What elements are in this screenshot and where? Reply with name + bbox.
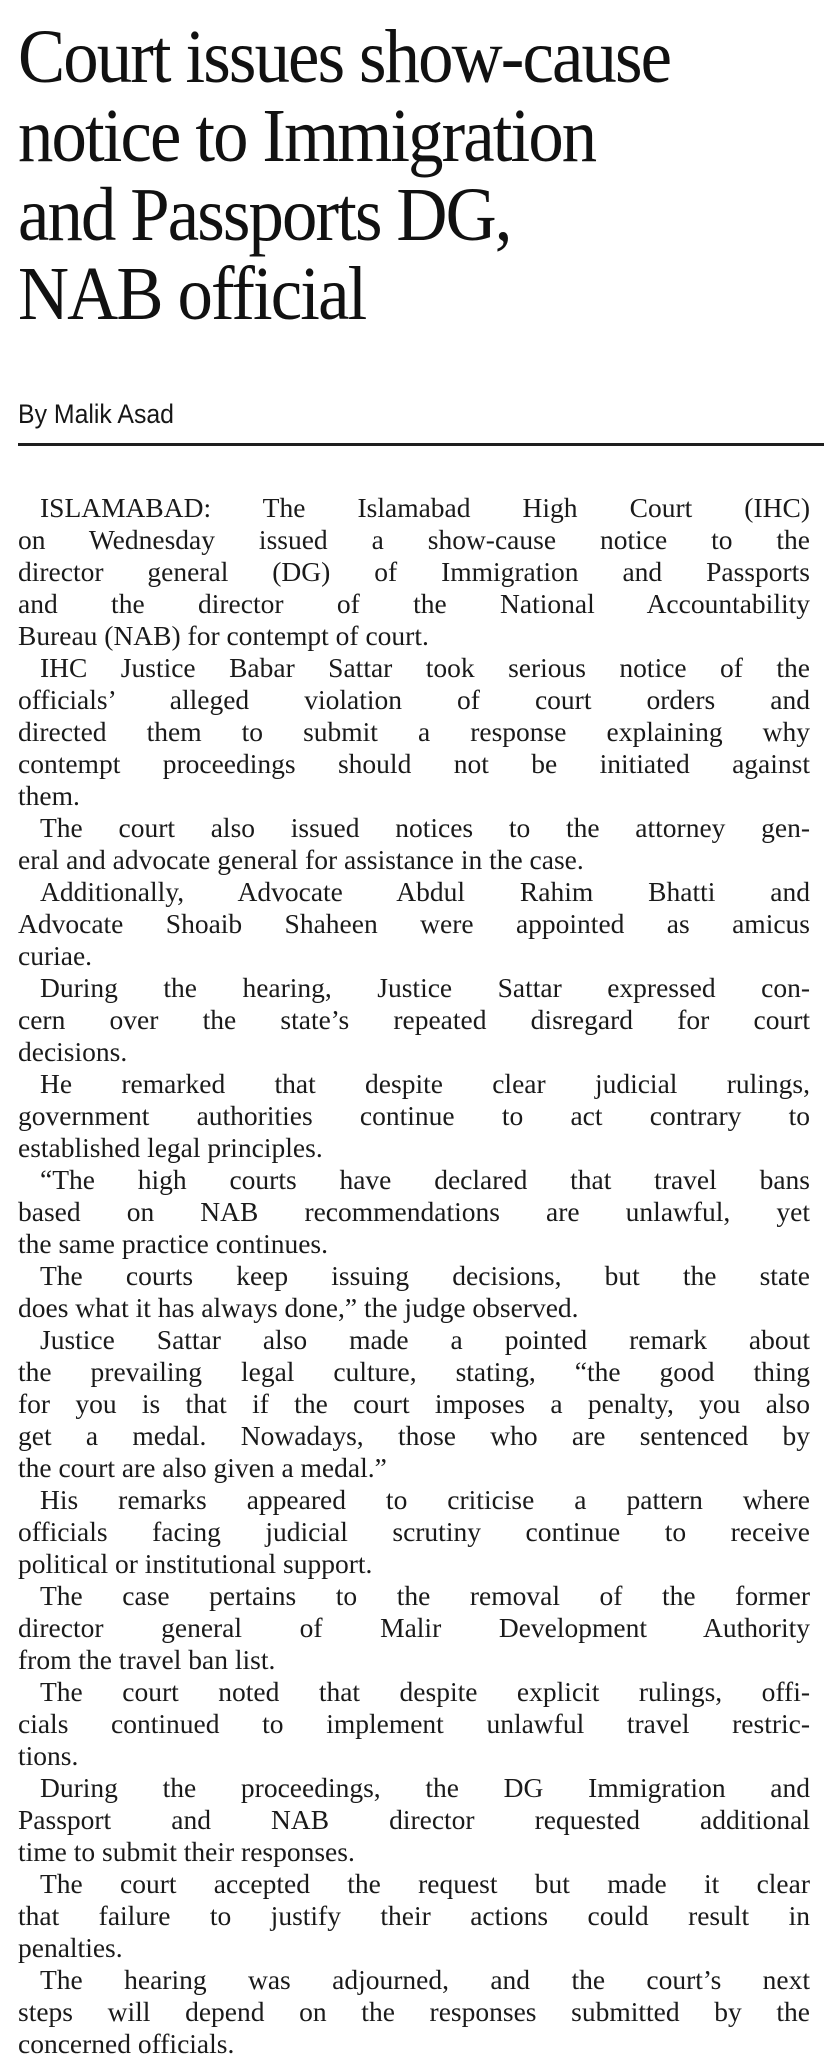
text-line: Justice Sattar also made a pointed remark about	[40, 1324, 810, 1355]
headline-line: and Passports DG,	[18, 173, 511, 257]
text-line: The courts keep issuing decisions, but the state	[40, 1260, 810, 1291]
headline-line: notice to Immigration	[18, 94, 596, 178]
text-line: the court are also given a medal.”	[18, 1452, 387, 1483]
text-line: from the travel ban list.	[18, 1644, 276, 1675]
paragraph	[18, 812, 810, 876]
paragraph	[18, 1324, 810, 1484]
paragraph	[18, 876, 810, 972]
text-line: the prevailing legal culture, stating, “the good thing	[18, 1356, 810, 1387]
text-line: He remarked that despite clear judicial rulings,	[40, 1068, 810, 1099]
text-line: contempt proceedings should not be initiated against	[18, 748, 810, 779]
text-line: Advocate Shoaib Shaheen were appointed as amicus	[18, 908, 810, 939]
text-line: that failure to justify their actions could result in	[18, 1900, 810, 1931]
paragraph	[18, 1868, 810, 1964]
text-line: government authorities continue to act contrary to	[18, 1100, 810, 1131]
text-line: The court accepted the request but made it clear	[40, 1868, 810, 1899]
byline-divider	[18, 443, 824, 446]
text-line: Passport and NAB director requested additional	[18, 1804, 810, 1835]
text-line: director general (DG) of Immigration and Passports	[18, 556, 810, 587]
headline-line: Court issues show-cause	[18, 15, 671, 99]
text-line: time to submit their responses.	[18, 1836, 355, 1867]
paragraph	[18, 1964, 810, 2060]
text-line: officials facing judicial scrutiny continue to receive	[18, 1516, 810, 1547]
text-line: eral and advocate general for assistance in the case.	[18, 844, 584, 875]
text-line: officials’ alleged violation of court orders and	[18, 684, 810, 715]
headline-line: NAB official	[18, 252, 366, 336]
text-line: get a medal. Nowadays, those who are sentenced by	[18, 1420, 810, 1451]
news-article	[18, 0, 818, 2059]
text-line: “The high courts have declared that travel bans	[40, 1164, 810, 1195]
text-line: for you is that if the court imposes a penalty, you also	[18, 1388, 810, 1419]
text-line: During the proceedings, the DG Immigration and	[40, 1772, 810, 1803]
paragraph	[18, 652, 810, 812]
text-line: Bureau (NAB) for contempt of court.	[18, 620, 429, 651]
text-line: The court noted that despite explicit rulings, offi-	[40, 1676, 810, 1707]
paragraph	[18, 1260, 810, 1324]
headline	[18, 0, 818, 334]
byline-section	[18, 398, 824, 430]
text-line: decisions.	[18, 1036, 128, 1067]
text-line: director general of Malir Development Authority	[18, 1612, 810, 1643]
paragraph	[18, 972, 810, 1068]
paragraph	[18, 1484, 810, 1580]
paragraph	[18, 1676, 810, 1772]
text-line: tions.	[18, 1740, 79, 1771]
text-line: and the director of the National Accountability	[18, 588, 810, 619]
text-line: penalties.	[18, 1932, 123, 1963]
text-line: The court also issued notices to the attorney gen-	[40, 812, 810, 843]
article-body	[18, 492, 810, 2060]
text-line: cials continued to implement unlawful travel restric-	[18, 1708, 810, 1739]
byline: By Malik Asad	[18, 399, 175, 429]
paragraph	[18, 1580, 810, 1676]
text-line: directed them to submit a response explaining why	[18, 716, 810, 747]
paragraph	[18, 1068, 810, 1164]
paragraph	[18, 1164, 810, 1260]
paragraph	[18, 492, 810, 652]
text-line: concerned officials.	[18, 2028, 235, 2059]
text-line: based on NAB recommendations are unlawful, yet	[18, 1196, 810, 1227]
text-line: on Wednesday issued a show-cause notice to the	[18, 524, 810, 555]
text-line: curiae.	[18, 940, 93, 971]
text-line: The case pertains to the removal of the former	[40, 1580, 810, 1611]
text-line: The hearing was adjourned, and the court’s next	[40, 1964, 810, 1995]
text-line: cern over the state’s repeated disregard for court	[18, 1004, 810, 1035]
text-line: them.	[18, 780, 80, 811]
text-line: ISLAMABAD: The Islamabad High Court (IHC)	[40, 492, 810, 523]
text-line: IHC Justice Babar Sattar took serious notice of the	[40, 652, 810, 683]
text-line: Additionally, Advocate Abdul Rahim Bhatti and	[40, 876, 810, 907]
text-line: established legal principles.	[18, 1132, 323, 1163]
paragraph	[18, 1772, 810, 1868]
text-line: the same practice continues.	[18, 1228, 329, 1259]
text-line: does what it has always done,” the judge observed.	[18, 1292, 579, 1323]
text-line: political or institutional support.	[18, 1548, 373, 1579]
text-line: His remarks appeared to criticise a pattern where	[40, 1484, 810, 1515]
text-line: During the hearing, Justice Sattar expressed con-	[40, 972, 810, 1003]
text-line: steps will depend on the responses submitted by the	[18, 1996, 810, 2027]
